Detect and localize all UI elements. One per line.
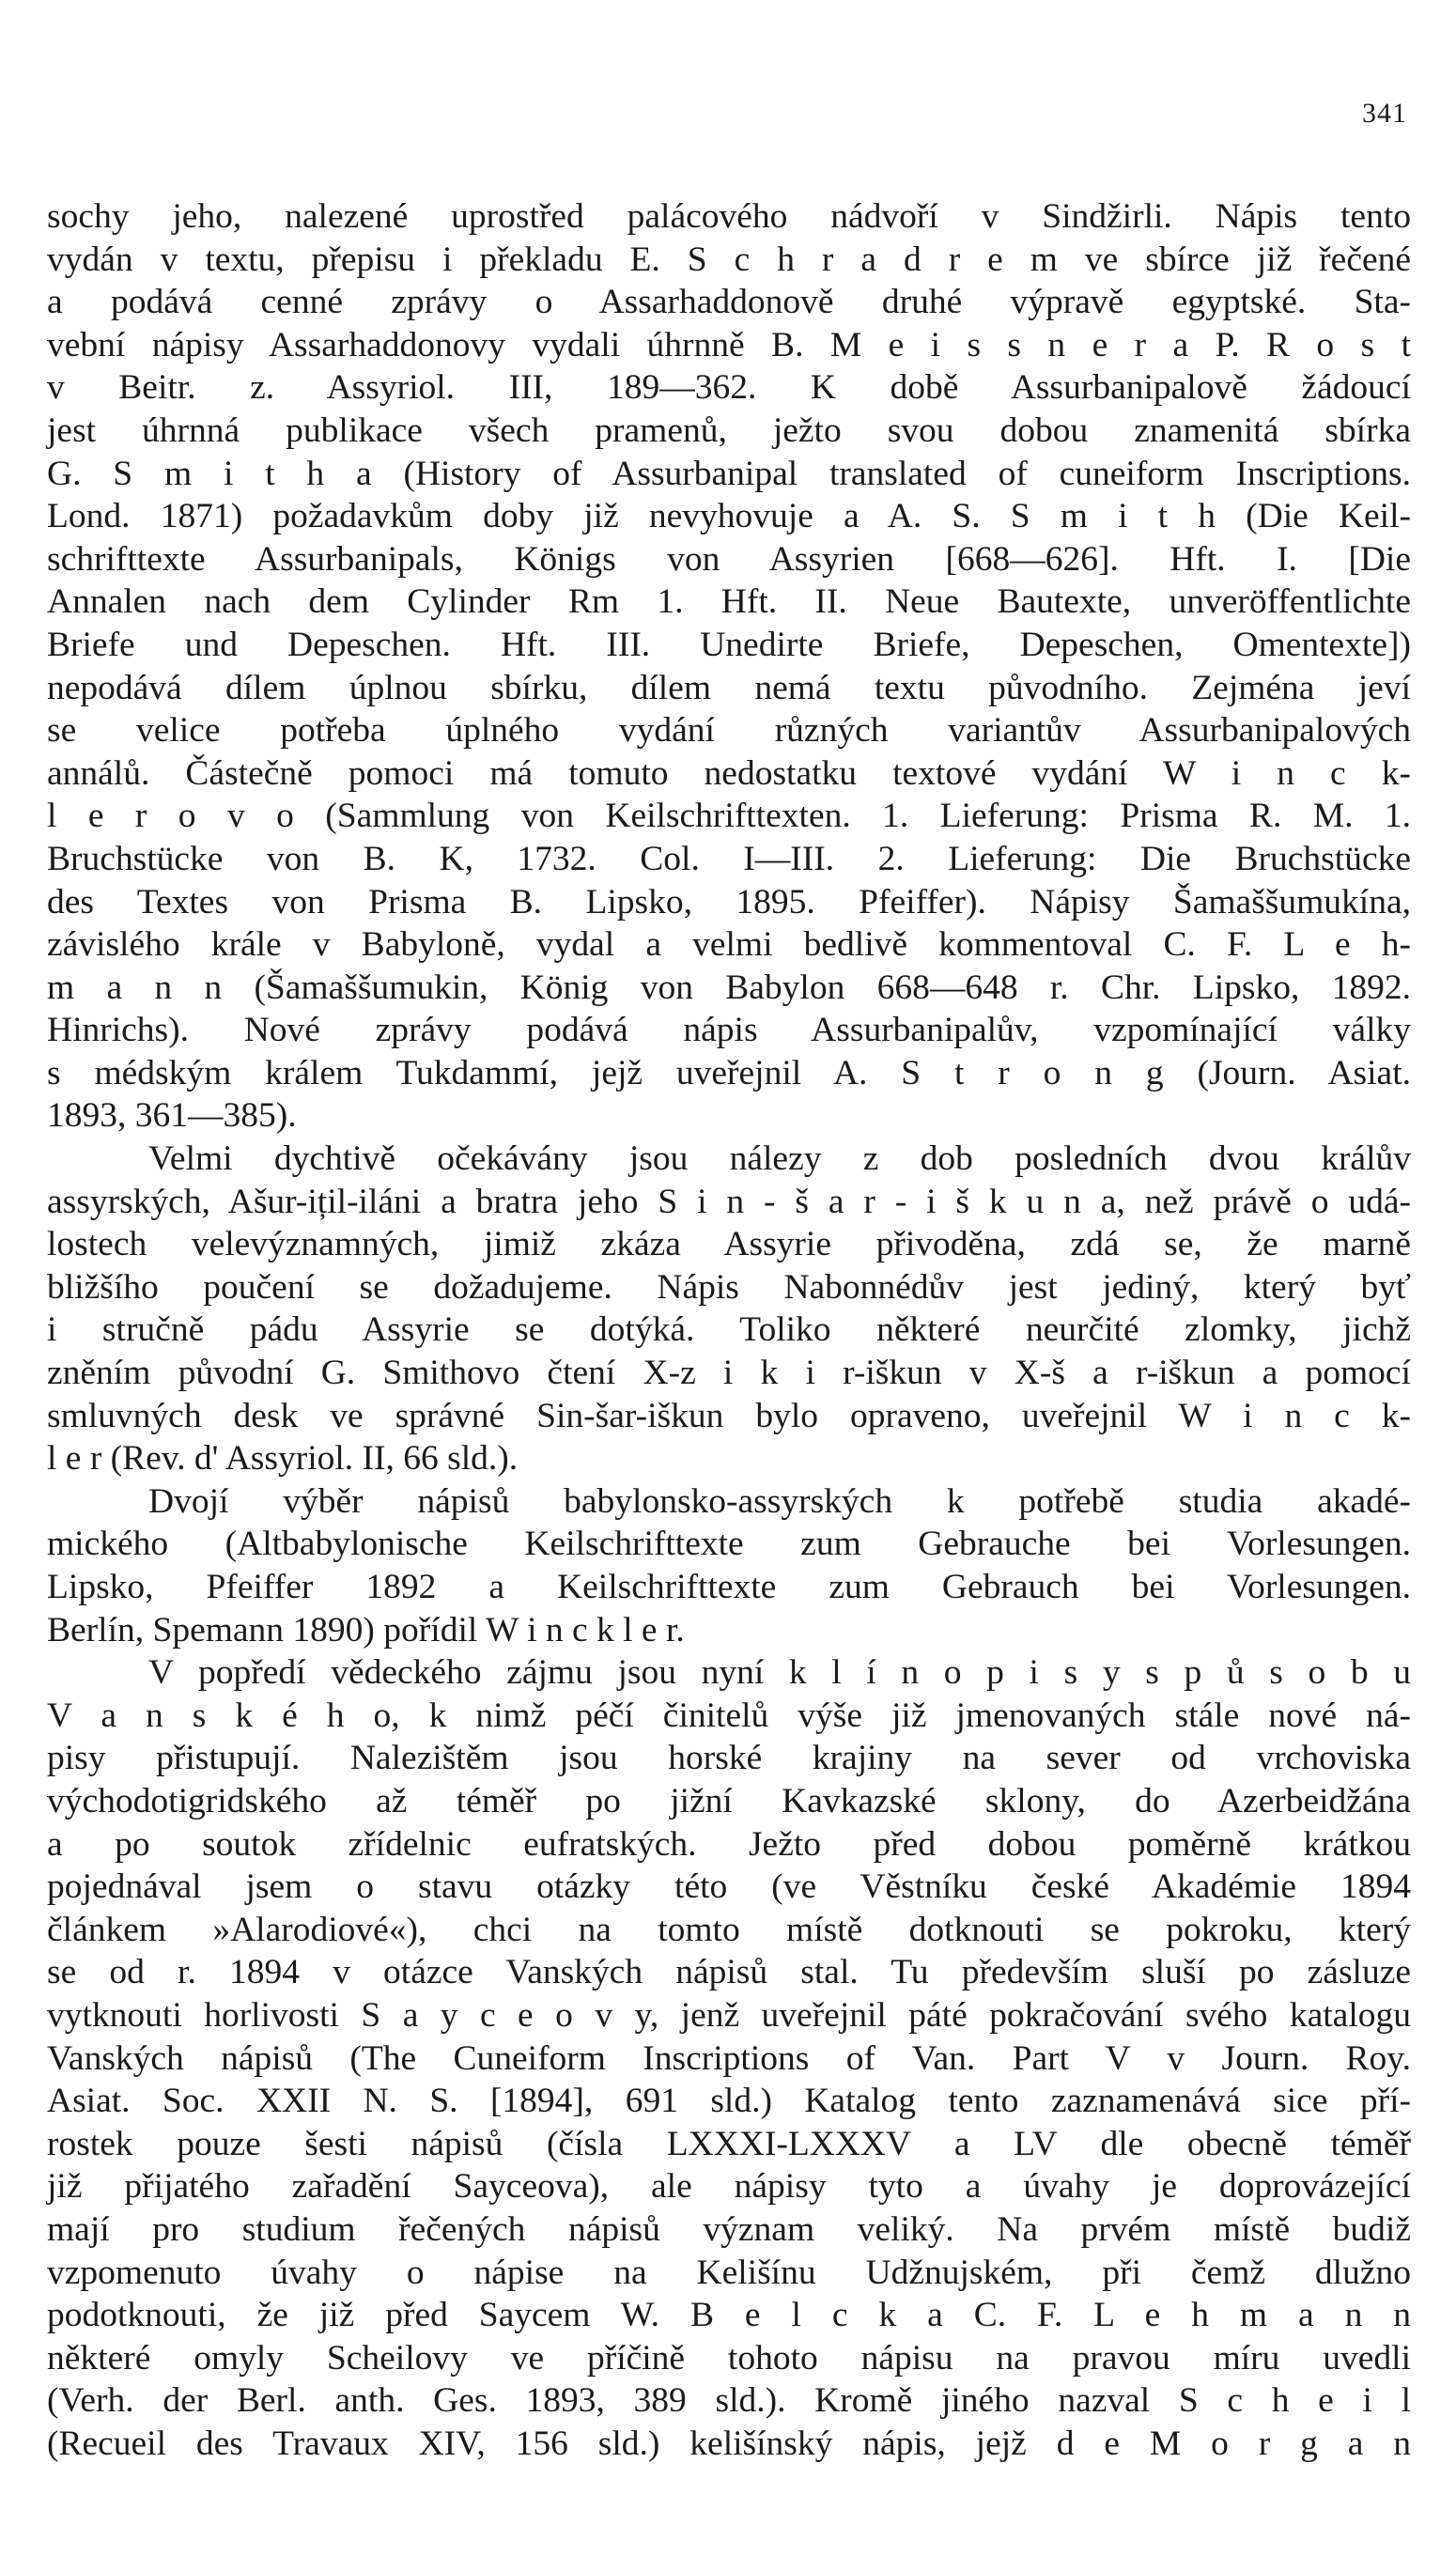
text-line: Annalen nach dem Cylinder Rm 1. Hft. II. Neue Bautexte, unveröffentlichte <box>47 582 1411 622</box>
text-line: pojednával jsem o stavu otázky této (ve Věstníku české Akadémie 1894 <box>47 1867 1411 1907</box>
text-line: Bruchstücke von B. K, 1732. Col. I—III. 2. Lieferung: Die Bruchstücke <box>47 839 1411 878</box>
text-line: pisy přistupují. Nalezištěm jsou horské krajiny na sever od vrchoviska <box>47 1739 1411 1778</box>
text-line: Dvojí výběr nápisů babylonsko-assyrských k potřebě studia akadé- <box>148 1481 1411 1521</box>
text-line: a po soutok zřídelnic eufratských. Ježto před dobou poměrně krátkou <box>47 1824 1411 1864</box>
text-line: východotigridského až téměř po jižní Kavkazské sklony, do Azerbeidžána <box>47 1781 1411 1820</box>
text-line: smluvných desk ve správné Sin-šar-iškun bylo opraveno, uveřejnil W i n c k- <box>47 1396 1411 1435</box>
text-line: l e r (Rev. d' Assyriol. II, 66 sld.). <box>47 1439 519 1479</box>
text-line: schrifttexte Assurbanipals, Königs von Assyrien [668—626]. Hft. I. [Die <box>47 539 1411 579</box>
text-line: lostech velevýznamných, jimiž zkáza Assyrie přivoděna, zdá se, že marně <box>47 1225 1411 1264</box>
text-line: 1893, 361—385). <box>47 1096 297 1136</box>
text-line: Hinrichs). Nové zprávy podává nápis Assurbanipalův, vzpomínající války <box>47 1011 1411 1050</box>
text-line: zněním původní G. Smithovo čtení X-z i k i r-iškun v X-š a r-iškun a pomocí <box>47 1354 1411 1393</box>
text-line: V popředí vědeckého zájmu jsou nyní k l í n o p i s y s p ů s o b u <box>148 1653 1411 1693</box>
text-line: vytknouti horlivosti S a y c e o v y, jenž uveřejnil páté pokračování svého katalogu <box>47 1995 1411 2035</box>
text-line: článkem »Alarodiové«), chci na tomto místě dotknouti se pokroku, který <box>47 1910 1411 1949</box>
text-line: závislého krále v Babyloně, vydal a velmi bedlivě kommentoval C. F. L e h- <box>47 925 1411 965</box>
text-line: se od r. 1894 v otázce Vanských nápisů stal. Tu především sluší po zásluze <box>47 1953 1411 1992</box>
text-line: mického (Altbabylonische Keilschrifttexte zum Gebrauche bei Vorlesungen. <box>47 1525 1411 1564</box>
text-line: bližšího poučení se dožadujeme. Nápis Nabonnédův jest jediný, který byť <box>47 1267 1411 1307</box>
text-line: již přijatého zařadění Sayceova), ale nápisy tyto a úvahy je doprovázející <box>47 2167 1411 2207</box>
text-line: s médským králem Tukdammí, jejž uveřejnil A. S t r o n g (Journ. Asiat. <box>47 1053 1411 1092</box>
text-line: se velice potřeba úplného vydání různých variantův Assurbanipalových <box>47 711 1411 751</box>
text-line: G. S m i t h a (History of Assurbanipal translated of cuneiform Inscriptions. <box>47 454 1411 493</box>
text-line: des Textes von Prisma B. Lipsko, 1895. Pfeiffer). Nápisy Šamaššumukína, <box>47 882 1411 922</box>
text-line: mají pro studium řečených nápisů význam veliký. Na prvém místě budiž <box>47 2209 1411 2249</box>
text-line: vzpomenuto úvahy o nápise na Kelišínu Udžnujském, při čemž dlužno <box>47 2253 1411 2292</box>
text-line: Vanských nápisů (The Cuneiform Inscriptions of Van. Part V v Journ. Roy. <box>47 2038 1411 2078</box>
text-line: jest úhrnná publikace všech pramenů, ježto svou dobou znamenitá sbírka <box>47 411 1411 450</box>
text-line: sochy jeho, nalezené uprostřed palácového nádvoří v Sindžirli. Nápis tento <box>47 197 1411 236</box>
text-line: Lipsko, Pfeiffer 1892 a Keilschrifttexte zum Gebrauch bei Vorlesungen. <box>47 1568 1411 1606</box>
text-line: V a n s k é h o, k nimž péčí činitelů výše již jmenovaných stále nové ná- <box>47 1696 1411 1735</box>
text-line: podotknouti, že již před Saycem W. B e l c k a C. F. L e h m a n n <box>47 2296 1411 2335</box>
text-line: v Beitr. z. Assyriol. III, 189—362. K době Assurbanipalově žádoucí <box>47 368 1411 408</box>
text-line: Lond. 1871) požadavkům doby již nevyhovuje a A. S. S m i t h (Die Keil- <box>47 497 1411 536</box>
text-line: i stručně pádu Assyrie se dotýká. Toliko některé neurčité zlomky, jichž <box>47 1310 1411 1350</box>
text-line: Berlín, Spemann 1890) pořídil W i n c k l e r. <box>47 1610 685 1650</box>
text-line: (Recueil des Travaux XIV, 156 sld.) kelišínský nápis, jejž d e M o r g a n <box>47 2424 1411 2463</box>
text-line: vydán v textu, přepisu i překladu E. S c h r a d r e m ve sbírce již řečené <box>47 240 1411 279</box>
text-line: a podává cenné zprávy o Assarhaddonově druhé výpravě egyptské. Sta- <box>47 283 1411 322</box>
text-line: vební nápisy Assarhaddonovy vydali úhrnně B. M e i s s n e r a P. R o s t <box>47 325 1411 364</box>
text-line: annálů. Částečně pomoci má tomuto nedostatku textové vydání W i n c k- <box>47 753 1411 793</box>
text-line: m a n n (Šamaššumukin, König von Babylon 668—648 r. Chr. Lipsko, 1892. <box>47 968 1411 1007</box>
page-number: 341 <box>1362 98 1407 129</box>
text-line: některé omyly Scheilovy ve příčině tohoto nápisu na pravou míru uvedli <box>47 2338 1411 2378</box>
text-line: l e r o v o (Sammlung von Keilschrifttexten. 1. Lieferung: Prisma R. M. 1. <box>47 797 1411 836</box>
text-line: Briefe und Depeschen. Hft. III. Unedirte Briefe, Depeschen, Omentexte]) <box>47 625 1411 664</box>
text-line: rostek pouze šesti nápisů (čísla LXXXI-LXXXV a LV dle obecně téměř <box>47 2124 1411 2163</box>
body-text <box>47 195 1411 2465</box>
text-line: Asiat. Soc. XXII N. S. [1894], 691 sld.) Katalog tento zaznamenává sice pří- <box>47 2082 1411 2121</box>
text-line: Velmi dychtivě očekávány jsou nálezy z dob posledních dvou králův <box>148 1139 1411 1179</box>
text-line: nepodává dílem úplnou sbírku, dílem nemá textu původního. Zejména jeví <box>47 668 1411 707</box>
text-line: assyrských, Ašur-ițil-iláni a bratra jeho S i n - š a r - i š k u n a, než právě o udá- <box>47 1182 1411 1221</box>
text-line: (Verh. der Berl. anth. Ges. 1893, 389 sld.). Kromě jiného nazval S c h e i l <box>47 2381 1411 2421</box>
